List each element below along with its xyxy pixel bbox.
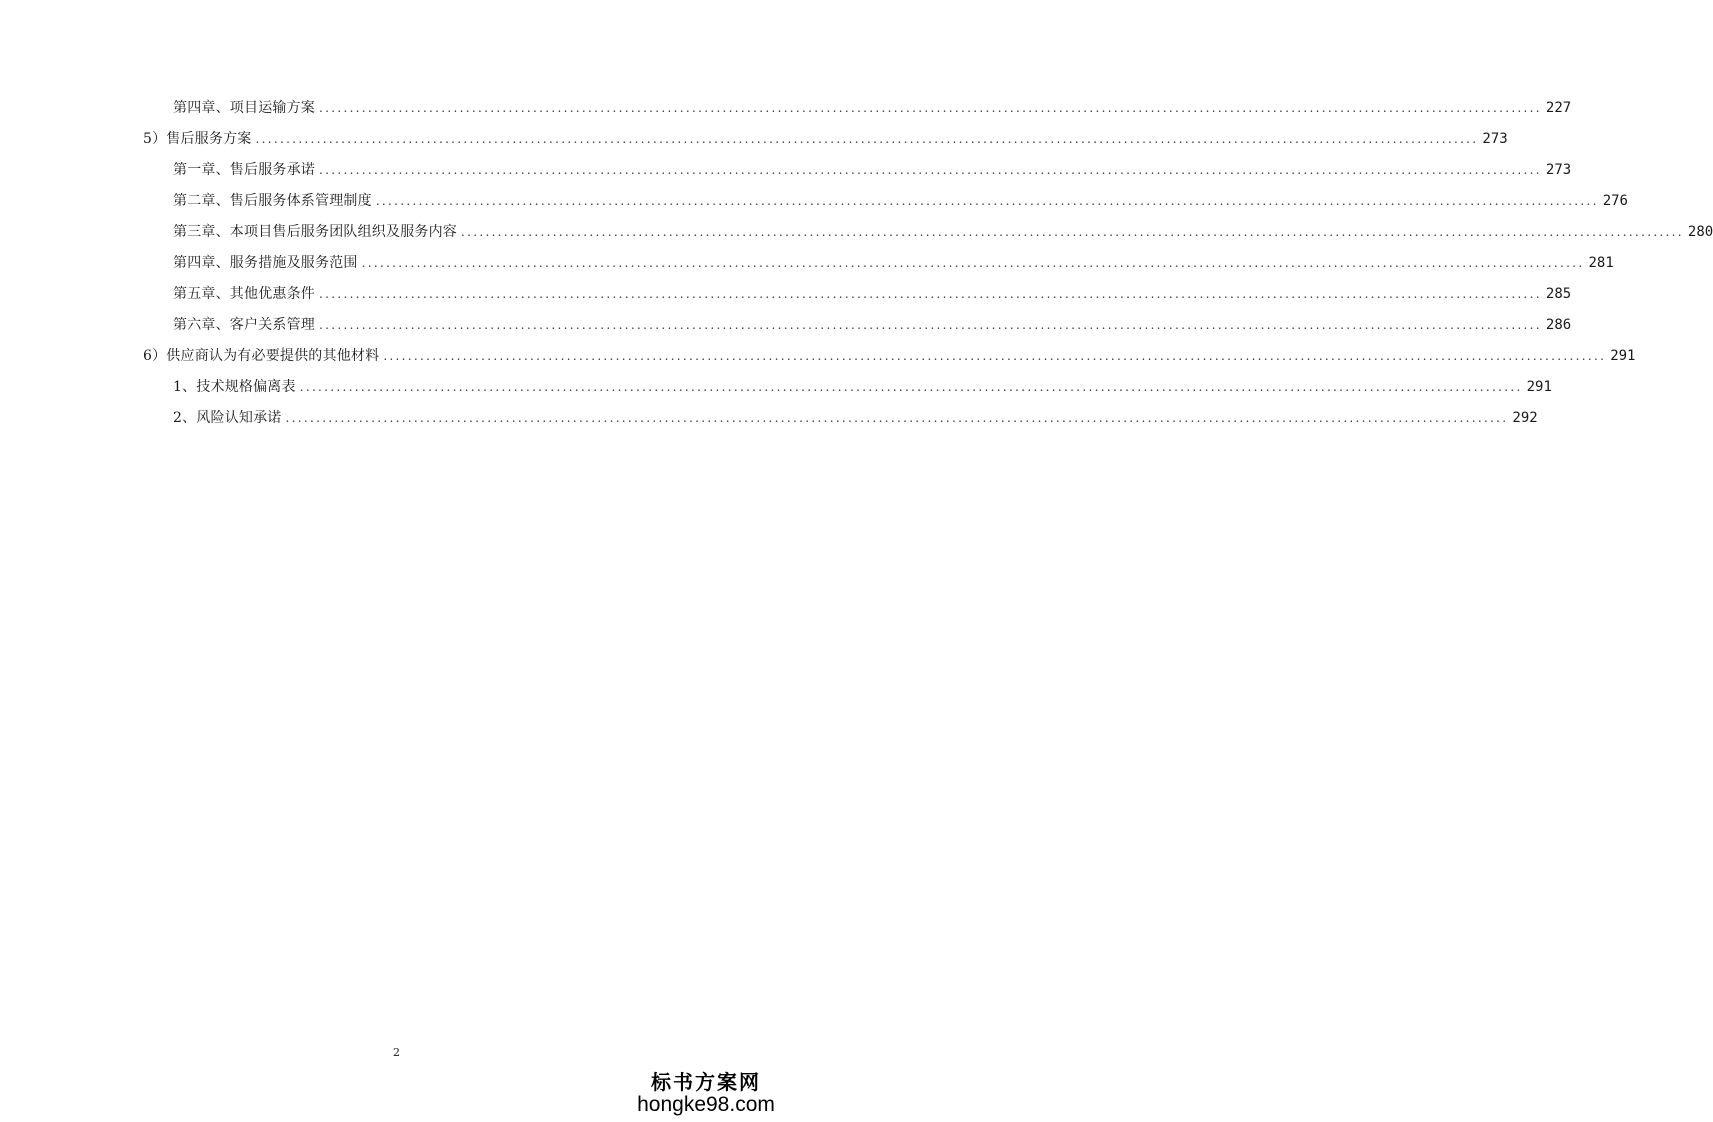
toc-entry[interactable] (0, 123, 1508, 154)
toc-entry-page: 281 (1588, 255, 1614, 272)
watermark-text-cn: 标书方案网 (651, 1069, 761, 1094)
toc-entry-label: 第五章、其他优惠条件 (173, 286, 315, 303)
toc-entry-page: 291 (1526, 379, 1552, 396)
watermark-logo (631, 1071, 781, 1116)
toc-dot-leader: ........................................................................................................................................................................................................ (285, 411, 1509, 426)
toc-entry-label: 第四章、项目运输方案 (173, 99, 315, 116)
table-of-contents (0, 92, 1713, 434)
toc-entry-page: 285 (1545, 286, 1572, 303)
toc-dot-leader: ........................................................................................................................................................................................................ (319, 162, 1542, 177)
toc-entry[interactable] (0, 341, 1636, 372)
toc-dot-leader: ........................................................................................................................................................................................................ (375, 193, 1599, 208)
toc-entry-label: 2、风险认知承诺 (173, 410, 282, 427)
page-number: 2 (393, 1046, 400, 1059)
toc-entry-label: 第一章、售后服务承诺 (173, 161, 315, 178)
toc-dot-leader: ........................................................................................................................................................................................................ (299, 380, 1523, 395)
toc-entry-page: 292 (1512, 410, 1538, 427)
toc-entry-page: 273 (1545, 161, 1572, 178)
toc-dot-leader: ........................................................................................................................................................................................................ (361, 256, 1585, 271)
watermark-text-url: hongke98.com (637, 1092, 775, 1116)
toc-entry-page: 280 (1687, 223, 1713, 240)
toc-entry-page: 291 (1610, 348, 1636, 365)
toc-dot-leader: ........................................................................................................................................................................................................ (319, 100, 1542, 115)
toc-entry[interactable] (0, 279, 1572, 310)
toc-entry-label: 第三章、本项目售后服务团队组织及服务内容 (173, 223, 457, 240)
toc-dot-leader: ........................................................................................................................................................................................................ (383, 349, 1607, 364)
toc-dot-leader: ........................................................................................................................................................................................................ (319, 318, 1542, 333)
toc-entry-page: 276 (1602, 192, 1628, 209)
toc-dot-leader: ........................................................................................................................................................................................................ (461, 224, 1684, 239)
toc-entry-page: 227 (1545, 99, 1572, 116)
toc-entry-label: 5）售后服务方案 (143, 130, 252, 147)
toc-entry-page: 273 (1482, 130, 1508, 147)
toc-entry[interactable] (0, 92, 1572, 123)
toc-entry[interactable] (0, 372, 1552, 403)
toc-entry-label: 第六章、客户关系管理 (173, 317, 315, 334)
toc-entry-label: 6）供应商认为有必要提供的其他材料 (143, 348, 380, 365)
toc-entry-label: 第二章、售后服务体系管理制度 (173, 192, 372, 209)
toc-entry[interactable] (0, 216, 1713, 247)
toc-dot-leader: ........................................................................................................................................................................................................ (255, 131, 1479, 146)
toc-entry-label: 第四章、服务措施及服务范围 (173, 255, 358, 272)
toc-entry[interactable] (0, 310, 1572, 341)
toc-entry[interactable] (0, 185, 1628, 216)
toc-entry-label: 1、技术规格偏离表 (173, 379, 296, 396)
toc-entry[interactable] (0, 403, 1538, 434)
toc-entry[interactable] (0, 247, 1614, 278)
toc-entry-page: 286 (1545, 317, 1572, 334)
toc-dot-leader: ........................................................................................................................................................................................................ (319, 287, 1542, 302)
toc-entry[interactable] (0, 154, 1572, 185)
